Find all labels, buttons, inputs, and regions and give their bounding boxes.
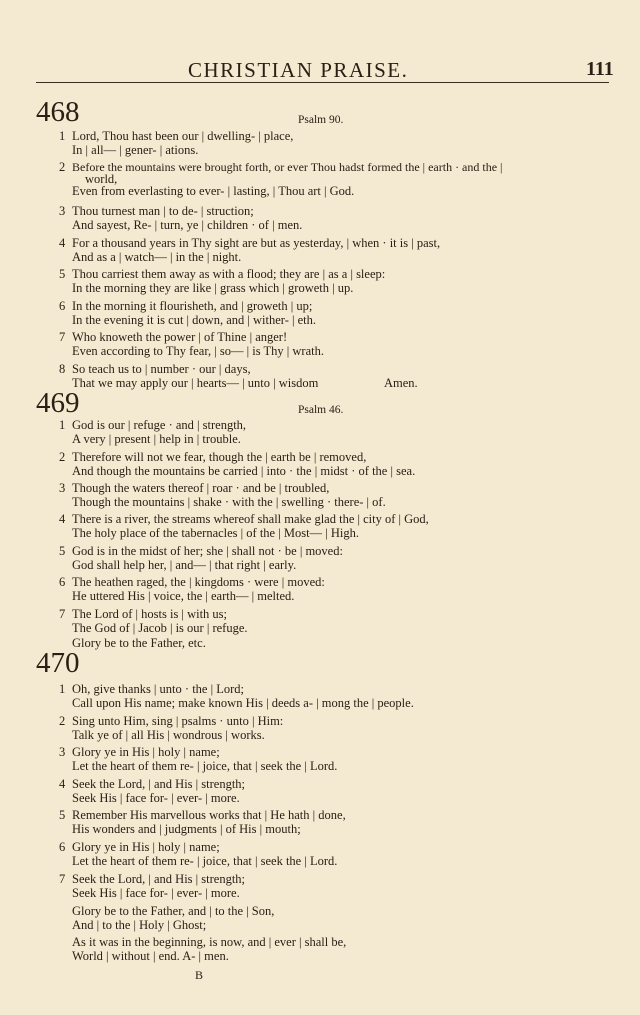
psalm-number-469: 469 (36, 387, 80, 419)
verse-number: 4 (59, 777, 66, 791)
verse-number: 3 (59, 204, 66, 218)
header-rule (36, 82, 609, 83)
verse-line: In the morning they are like | grass which | groweth | up. (72, 281, 354, 295)
verse-line: Seek the Lord, | and His | strength; (72, 872, 246, 886)
verse-line: Let the heart of them re- | joice, that | seek the | Lord. (72, 854, 338, 868)
verse-line: Seek the Lord, | and His | strength; (72, 777, 246, 791)
verse-number: 5 (59, 544, 66, 558)
doxology-line: Glory be to the Father, and | to the | Son, (72, 904, 275, 918)
verse-line: God shall help her, | and— | that right | early. (72, 558, 297, 572)
verse-number: 1 (59, 418, 66, 432)
verse-line: God is our | refuge · and | strength, (72, 418, 247, 432)
verse-line: Thou turnest man | to de- | struction; (72, 204, 254, 218)
verse-line: Who knoweth the power | of Thine | anger! (72, 330, 288, 344)
verse-number: 4 (59, 512, 66, 526)
verse-number: 2 (59, 450, 66, 464)
verse-line: Seek His | face for- | ever- | more. (72, 791, 240, 805)
verse-line: The Lord of | hosts is | with us; (72, 607, 227, 621)
verse-line: Even from everlasting to ever- | lasting, | Thou art | God. (72, 184, 355, 198)
verse-number: 2 (59, 714, 66, 728)
verse-line: Lord, Thou hast been our | dwelling- | place, (72, 129, 294, 143)
verse-line: His wonders and | judgments | of His | mouth; (72, 822, 301, 836)
verse-line: Let the heart of them re- | joice, that | seek the | Lord. (72, 759, 338, 773)
running-title: CHRISTIAN PRAISE. (188, 58, 409, 82)
psalm-number-470: 470 (36, 647, 80, 679)
verse-line: Before the mountains were brought forth, or ever Thou hadst formed the | earth · and the | (72, 160, 503, 174)
verse-line: God is in the midst of her; she | shall not · be | moved: (72, 544, 343, 558)
doxology-line: World | without | end. A- | men. (72, 949, 229, 963)
verse-line: Oh, give thanks | unto · the | Lord; (72, 682, 244, 696)
verse-number: 6 (59, 299, 66, 313)
running-head (0, 58, 640, 82)
verse-line: Seek His | face for- | ever- | more. (72, 886, 240, 900)
verse-line: There is a river, the streams whereof shall make glad the | city of | God, (72, 512, 429, 526)
verse-line: Remember His marvellous works that | He hath | done, (72, 808, 346, 822)
verse-line: A very | present | help in | trouble. (72, 432, 241, 446)
verse-number: 7 (59, 607, 66, 621)
verse-number: 5 (59, 267, 66, 281)
verse-number: 3 (59, 745, 66, 759)
verse-line: Therefore will not we fear, though the | earth be | removed, (72, 450, 367, 464)
verse-line: The God of | Jacob | is our | refuge. (72, 621, 248, 635)
psalm-source: Psalm 46. (298, 404, 344, 416)
verse-line: Thou carriest them away as with a flood; they are | as a | sleep: (72, 267, 386, 281)
verse-line: The heathen raged, the | kingdoms · were | moved: (72, 575, 325, 589)
verse-line: Glory ye in His | holy | name; (72, 745, 220, 759)
verse-number: 3 (59, 481, 66, 495)
verse-line: And sayest, Re- | turn, ye | children · of | men. (72, 218, 303, 232)
verse-line: And as a | watch— | in the | night. (72, 250, 242, 264)
verse-number: 4 (59, 236, 66, 250)
signature-mark: B (195, 968, 204, 982)
verse-line: Talk ye of | all His | wondrous | works. (72, 728, 265, 742)
psalm-number-468: 468 (36, 96, 80, 128)
page-number: 111 (586, 58, 614, 80)
verse-number: 1 (59, 682, 66, 696)
doxology-line: As it was in the beginning, is now, and | ever | shall be, (72, 935, 347, 949)
verse-line: So teach us to | number · our | days, (72, 362, 251, 376)
verse-line-continuation: world, (85, 172, 118, 186)
doxology-line: Glory be to the Father, etc. (72, 636, 206, 650)
verse-line: Sing unto Him, sing | psalms · unto | Him: (72, 714, 284, 728)
verse-number: 7 (59, 872, 66, 886)
verse-number: 6 (59, 575, 66, 589)
verse-line: And though the mountains be carried | into · the | midst · of the | sea. (72, 464, 416, 478)
verse-line: Glory ye in His | holy | name; (72, 840, 220, 854)
verse-number: 1 (59, 129, 66, 143)
verse-line: That we may apply our | hearts— | unto | wisdom (72, 376, 319, 390)
verse-line: In the morning it flourisheth, and | groweth | up; (72, 299, 313, 313)
verse-line: Even according to Thy fear, | so— | is Thy | wrath. (72, 344, 324, 358)
amen-label: Amen. (384, 376, 418, 390)
verse-line: He uttered His | voice, the | earth— | melted. (72, 589, 295, 603)
verse-line: The holy place of the tabernacles | of the | Most— | High. (72, 526, 359, 540)
verse-number: 8 (59, 362, 66, 376)
verse-number: 6 (59, 840, 66, 854)
doxology-line: And | to the | Holy | Ghost; (72, 918, 207, 932)
verse-line: Though the mountains | shake · with the | swelling · there- | of. (72, 495, 386, 509)
verse-line: In the evening it is cut | down, and | wither- | eth. (72, 313, 317, 327)
verse-line: For a thousand years in Thy sight are but as yesterday, | when · it is | past, (72, 236, 441, 250)
verse-number: 7 (59, 330, 66, 344)
verse-line: In | all— | gener- | ations. (72, 143, 199, 157)
verse-number: 5 (59, 808, 66, 822)
psalm-source: Psalm 90. (298, 114, 344, 126)
verse-number: 2 (59, 160, 66, 174)
verse-line: Call upon His name; make known His | deeds a- | mong the | people. (72, 696, 414, 710)
verse-line: Though the waters thereof | roar · and be | troubled, (72, 481, 330, 495)
